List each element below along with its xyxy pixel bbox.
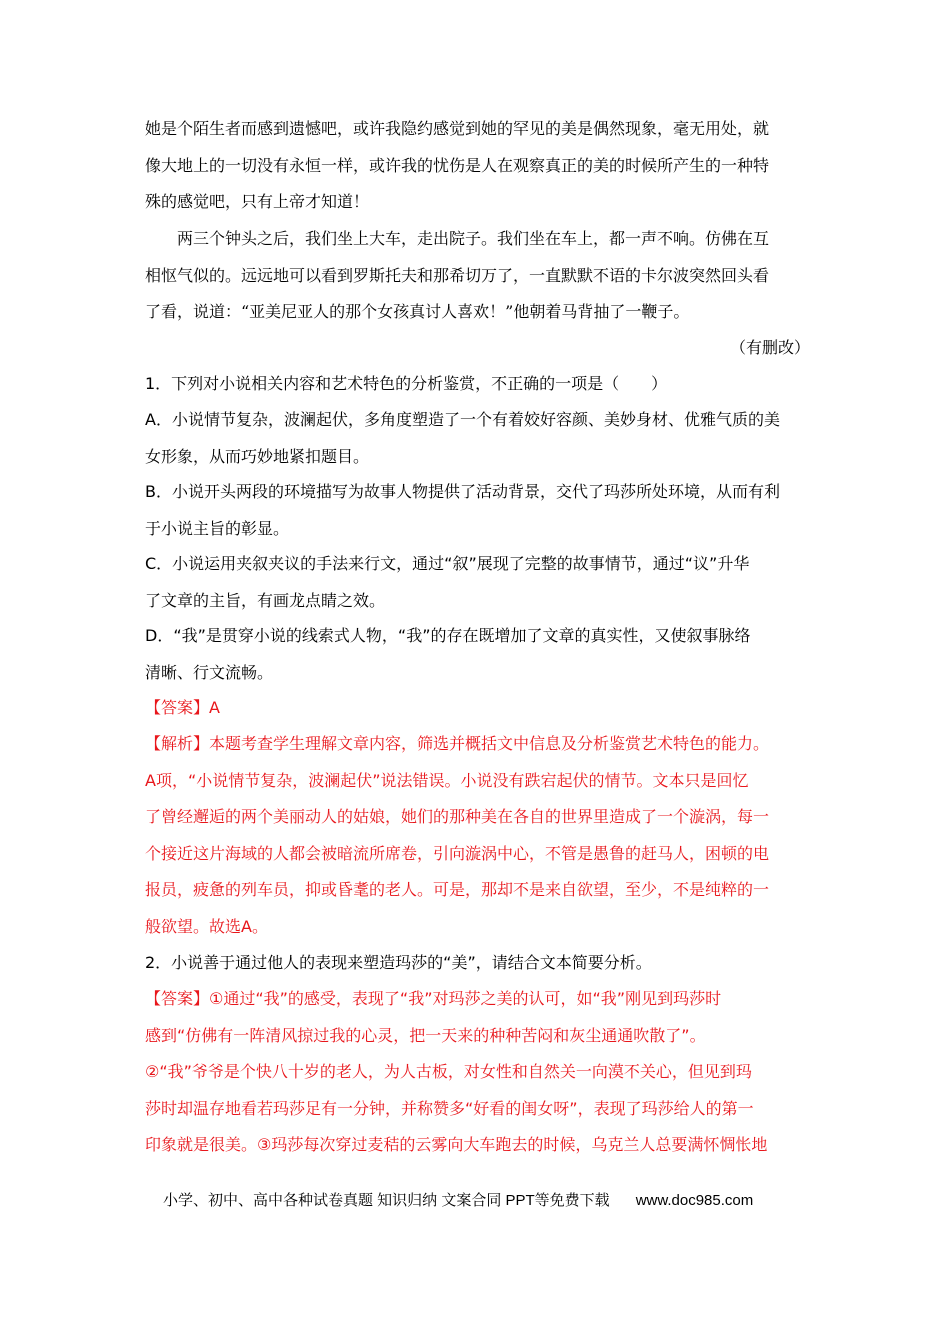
- revision-note: （有删改）: [729, 338, 810, 357]
- text-line: C．小说运用夹叙夹议的手法来行文，通过“叙”展现了完整的故事情节，通过“议”升华: [145, 554, 750, 573]
- text-line: 了看，说道：“亚美尼亚人的那个女孩真讨人喜欢！”他朝着马背抽了一鞭子。: [145, 302, 690, 321]
- text-line: 相怄气似的。远远地可以看到罗斯托夫和那希切万了，一直默默不语的卡尔波突然回头看: [145, 265, 770, 285]
- text-line: 于小说主旨的彰显。: [145, 518, 290, 538]
- text-line: 女形象，从而巧妙地紧扣题目。: [145, 446, 370, 466]
- option-a: [145, 402, 810, 475]
- text-line: 般欲望。故选A。: [145, 916, 268, 936]
- text-line: 个接近这片海域的人都会被暗流所席卷，引向漩涡中心，不管是愚鲁的赶马人，困顿的电: [145, 843, 770, 863]
- text-line: A．小说情节复杂，波澜起伏，多角度塑造了一个有着姣好容颜、美妙身材、优雅气质的美: [145, 410, 780, 429]
- text-line: 感到“仿佛有一阵清风掠过我的心灵，把一天来的种种苦闷和灰尘通通吹散了”。: [145, 1025, 706, 1045]
- page-footer: [163, 1189, 803, 1210]
- text-line: 两三个钟头之后，我们坐上大车，走出院子。我们坐在车上，都一声不响。仿佛在互: [177, 229, 770, 248]
- option-c: [145, 546, 810, 619]
- text-line: 她是个陌生者而感到遗憾吧，或许我隐约感觉到她的罕见的美是偶然现象，毫无用处，就: [145, 119, 770, 138]
- story-paragraph-1: [145, 111, 810, 221]
- story-paragraph-2: [145, 221, 810, 331]
- text-line: 像大地上的一切没有永恒一样，或许我的忧伤是人在观察真正的美的时候所产生的一种特: [145, 155, 770, 175]
- question-1-stem: 1．下列对小说相关内容和艺术特色的分析鉴赏，不正确的一项是（ ）: [145, 374, 668, 393]
- text-line: 殊的感觉吧，只有上帝才知道！: [145, 192, 370, 211]
- question-1-answer: 【答案】A: [145, 698, 220, 717]
- text-line: D．“我”是贯穿小说的线索式人物，“我”的存在既增加了文章的真实性，又使叙事脉络: [145, 626, 751, 645]
- text-line: 了曾经邂逅的两个美丽动人的姑娘，她们的那种美在各自的世界里造成了一个漩涡，每一: [145, 807, 770, 826]
- text-line: 报员，疲惫的列车员，抑或昏耄的老人。可是，那却不是来自欲望，至少，不是纯粹的一: [145, 880, 770, 899]
- text-line: 【解析】本题考查学生理解文章内容，筛选并概括文中信息及分析鉴赏艺术特色的能力。: [145, 734, 770, 753]
- question-2-answer: [145, 981, 810, 1164]
- text-line: 莎时却温存地看若玛莎足有一分钟，并称赞多“好看的闺女呀”，表现了玛莎给人的第一: [145, 1098, 754, 1118]
- footer-url-link[interactable]: www.doc985.com: [635, 1192, 754, 1209]
- text-line: 清晰、行文流畅。: [145, 662, 274, 682]
- option-d: [145, 618, 810, 691]
- text-line: ②“我”爷爷是个快八十岁的老人，为人古板，对女性和自然关一向漠不关心，但见到玛: [145, 1062, 752, 1081]
- text-line: 印象就是很美。③玛莎每次穿过麦秸的云雾向大车跑去的时候，乌克兰人总要满怀惆怅地: [145, 1135, 768, 1154]
- option-b: [145, 474, 810, 547]
- question-2-stem: 2．小说善于通过他人的表现来塑造玛莎的“美”，请结合文本简要分析。: [145, 953, 652, 972]
- text-line: A项，“小说情节复杂，波澜起伏”说法错误。小说没有跌宕起伏的情节。文本只是回忆: [145, 770, 749, 790]
- text-line: 【答案】①通过“我”的感受，表现了“我”对玛莎之美的认可，如“我”刚见到玛莎时: [145, 989, 722, 1008]
- footer-text: 小学、初中、高中各种试卷真题 知识归纳 文案合同 PPT等免费下载: [163, 1192, 610, 1209]
- text-line: B．小说开头两段的环境描写为故事人物提供了活动背景，交代了玛莎所处环境，从而有利: [145, 482, 780, 501]
- question-1-analysis: [145, 726, 810, 945]
- text-line: 了文章的主旨，有画龙点睛之效。: [145, 590, 386, 610]
